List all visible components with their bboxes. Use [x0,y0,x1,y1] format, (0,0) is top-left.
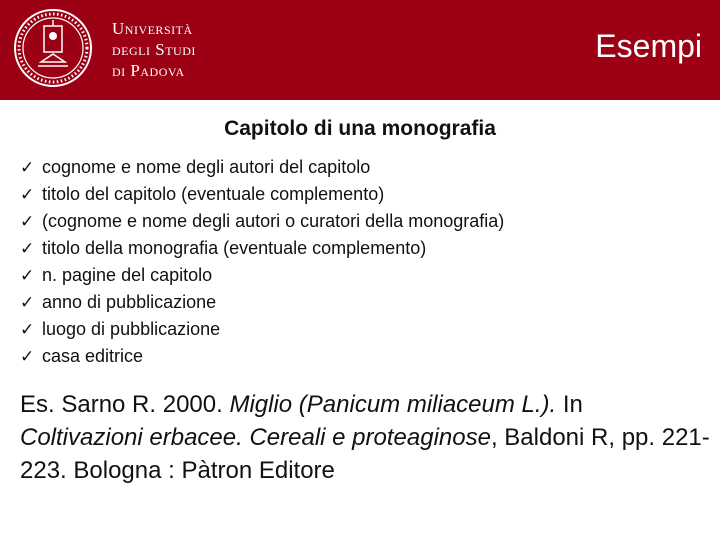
citation-example [20,388,710,487]
list-item [20,208,504,235]
citation-chapter-title: Miglio (Panicum miliaceum L.). [229,391,557,418]
list-item-text: luogo di pubblicazione [42,319,221,339]
citation-book-title: Coltivazioni erbacee. Cereali e proteaginose [20,424,491,451]
slide-title: Esempi [595,28,702,64]
list-item [20,316,504,343]
university-name-line: degli Studi [112,40,196,59]
citation-in: In [556,391,583,418]
check-icon: ✓ [20,320,35,340]
list-item [20,235,504,262]
section-title: Capitolo di una monografia [224,117,496,140]
list-item [20,154,504,181]
list-item-text: titolo della monografia (eventuale complemento) [42,238,427,258]
check-icon: ✓ [20,266,35,286]
list-item [20,343,504,370]
list-item [20,181,504,208]
university-seal-icon [8,6,98,90]
check-icon: ✓ [20,293,35,313]
university-name-line: Università [112,19,193,38]
list-item [20,262,504,289]
university-name [112,18,196,81]
university-name-line: di Padova [112,61,185,80]
list-item-text: titolo del capitolo (eventuale complemento) [42,184,385,204]
check-icon: ✓ [20,347,35,367]
list-item-text: (cognome e nome degli autori o curatori della monografia) [42,211,505,231]
list-item-text: casa editrice [42,346,144,366]
list-item-text: cognome e nome degli autori del capitolo [42,157,371,177]
check-icon: ✓ [20,158,35,178]
header-bar [0,0,720,100]
list-item-text: anno di pubblicazione [42,292,217,312]
list-item-text: n. pagine del capitolo [42,265,213,285]
checklist [20,154,504,370]
citation-prefix: Es. Sarno R. 2000. [20,391,230,418]
citation-suffix: , Baldoni R, pp. 221-223. Bologna : Pàtron Editore [20,424,710,484]
list-item [20,289,504,316]
check-icon: ✓ [20,185,35,205]
check-icon: ✓ [20,212,35,232]
check-icon: ✓ [20,239,35,259]
